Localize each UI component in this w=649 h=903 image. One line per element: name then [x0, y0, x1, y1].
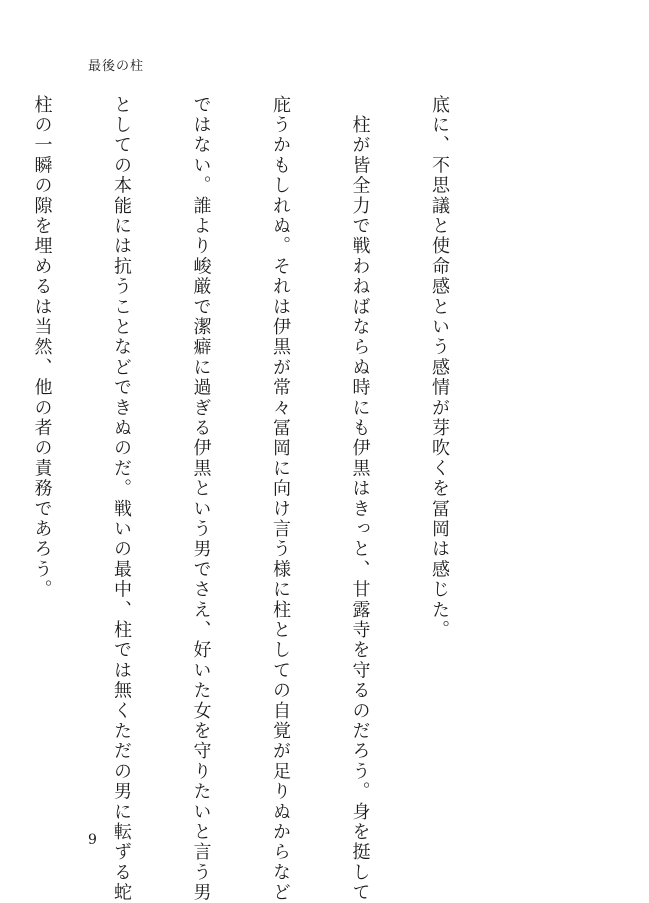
text-line: 底に、不思議と使命感という感情が芽吹くを冨岡は感じた。: [429, 95, 450, 641]
text-line: 庇うかもしれぬ。それは伊黒が常々冨岡に向け言う様に柱としての自覚が足りぬからなど: [270, 95, 291, 903]
running-head: 最後の柱: [88, 59, 145, 74]
body-text: [31, 95, 505, 903]
page-number: 9: [88, 832, 97, 848]
text-line: 柱の一瞬の隙を埋めるは当然、他の者の責務であろう。: [31, 95, 53, 600]
text-line: としての本能には抗うことなどできぬのだ。戦いの最中、柱では無くただの男に転ずる蛇: [111, 95, 132, 903]
text-line: ではない。誰より峻厳で潔癖に過ぎる伊黒という男でさえ、好いた女を守りたいと言う男: [190, 95, 212, 903]
text-line: 柱が皆全力で戦わねばならぬ時にも伊黒はきっと、甘露寺を守るのだろう。身を挺して: [349, 95, 371, 903]
